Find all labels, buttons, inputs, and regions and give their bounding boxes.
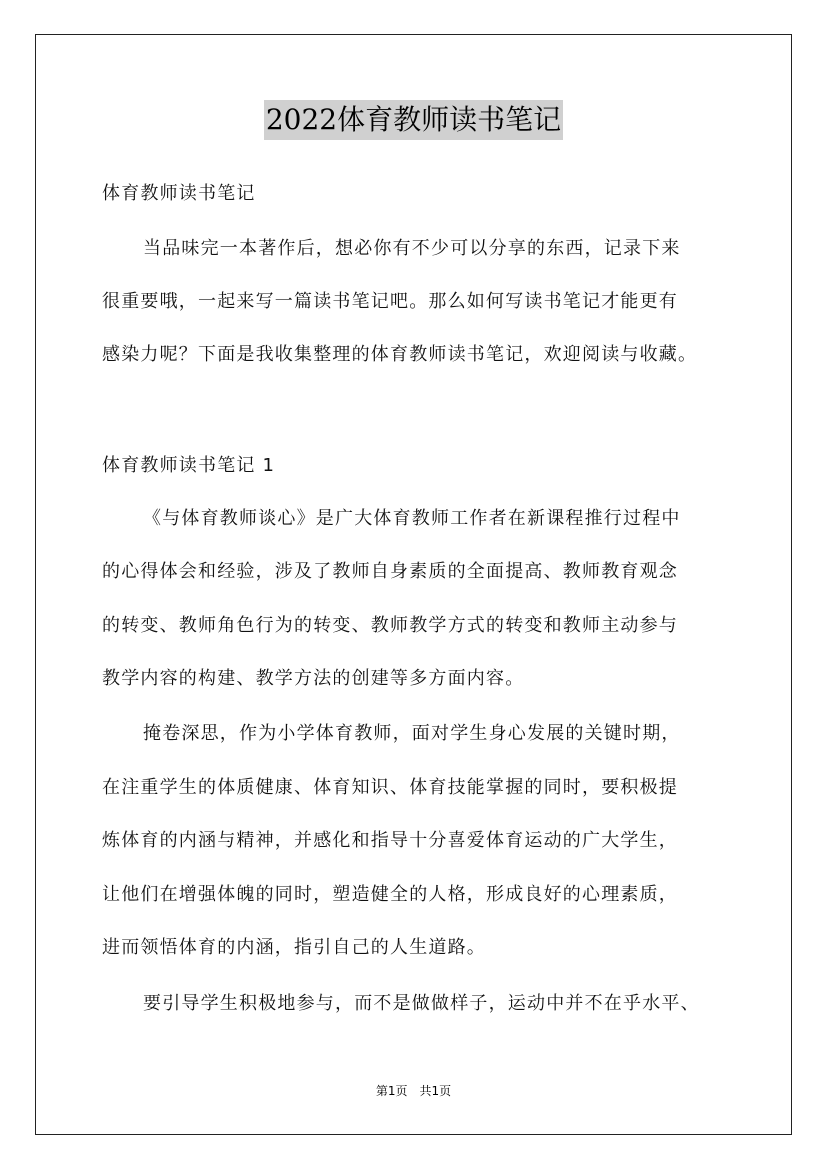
paragraph-line: 的心得体会和经验，涉及了教师自身素质的全面提高、教师教育观念 [102, 561, 678, 582]
paragraph-line: 教学内容的构建、教学方法的创建等多方面内容。 [102, 668, 525, 689]
title-container [0, 100, 827, 140]
intro-line: 当品味完一本著作后，想必你有不少可以分享的东西，记录下来 [143, 238, 681, 259]
page-number-footer: 第1页 共1页 [375, 1084, 452, 1098]
paragraph-line: 要引导学生积极地参与，而不是做做样子，运动中并不在乎水平、 [143, 993, 700, 1014]
document-title: 2022体育教师读书笔记 [264, 100, 563, 140]
paragraph-line: 让他们在增强体魄的同时，塑造健全的人格，形成良好的心理素质， [102, 884, 678, 905]
intro-line: 很重要哦，一起来写一篇读书笔记吧。那么如何写读书笔记才能更有 [102, 291, 678, 312]
paragraph-line: 在注重学生的体质健康、体育知识、体育技能掌握的同时，要积极提 [102, 777, 678, 798]
paragraph-line: 炼体育的内涵与精神，并感化和指导十分喜爱体育运动的广大学生， [102, 830, 678, 851]
section-heading: 体育教师读书笔记 1 [102, 455, 276, 476]
paragraph-line: 的转变、教师角色行为的转变、教师教学方式的转变和教师主动参与 [102, 615, 678, 636]
paragraph-line: 掩卷深思，作为小学体育教师，面对学生身心发展的关键时期， [143, 723, 681, 744]
intro-heading: 体育教师读书笔记 [102, 183, 256, 204]
intro-line: 感染力呢？下面是我收集整理的体育教师读书笔记，欢迎阅读与收藏。 [102, 344, 698, 365]
paragraph-line: 进而领悟体育的内涵，指引自己的人生道路。 [102, 937, 486, 958]
paragraph-line: 《与体育教师谈心》是广大体育教师工作者在新课程推行过程中 [143, 508, 681, 529]
